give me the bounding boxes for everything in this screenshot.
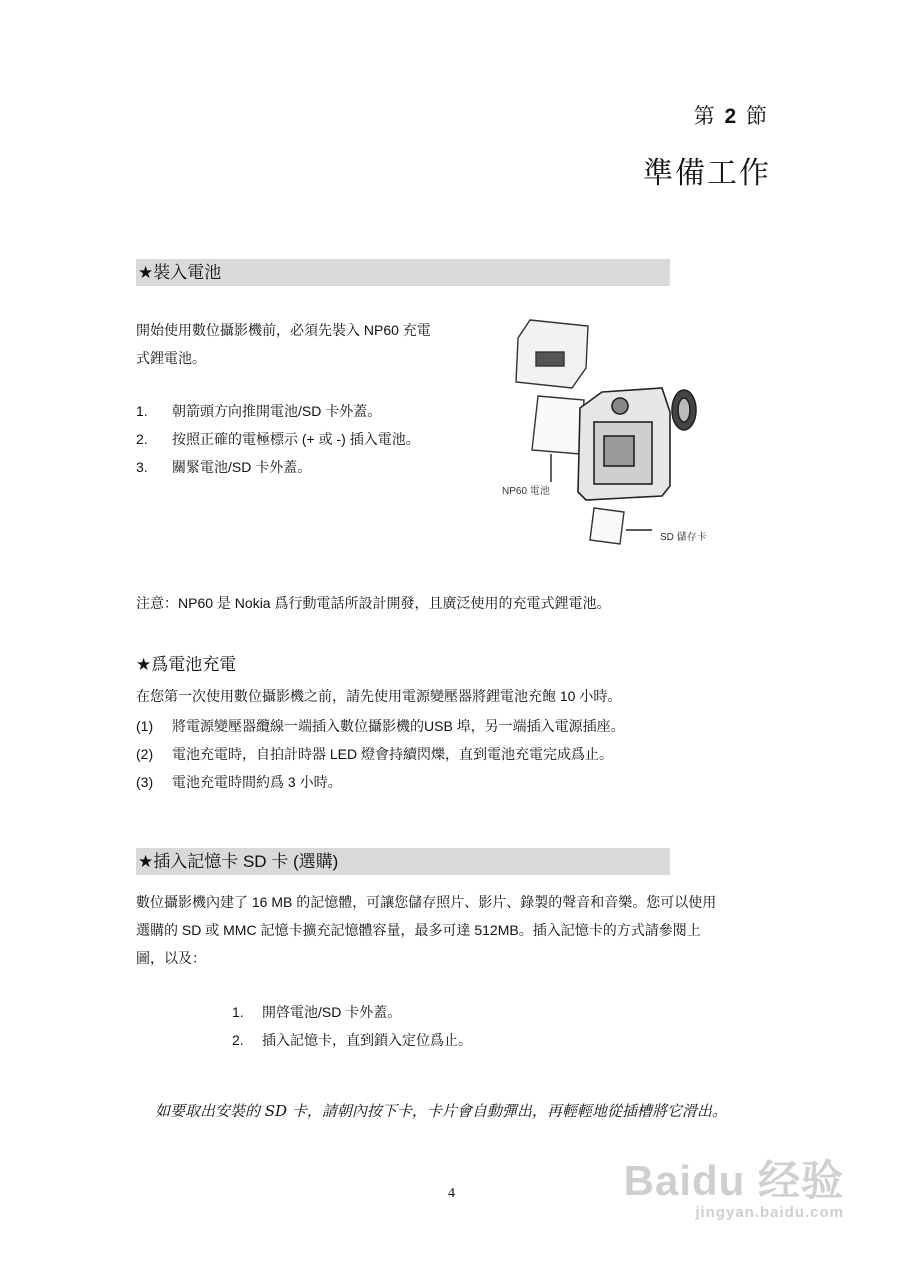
- section2-intro: 在您第一次使用數位攝影機之前，請先使用電源變壓器將鋰電池充飽 10 小時。: [136, 688, 622, 704]
- section-heading-charge-battery: ★爲電池充電: [136, 655, 237, 674]
- chapter-number-value: 2: [724, 105, 739, 128]
- section3-paragraph: [136, 888, 776, 972]
- section1-step-3: 3. 關緊電池/SD 卡外蓋。: [136, 459, 312, 475]
- section2-step-3: (3) 電池充電時間約爲 3 小時。: [136, 774, 342, 790]
- battery-installation-figure: [502, 316, 718, 546]
- chapter-number: [694, 100, 769, 130]
- section1-intro-line1: 開始使用數位攝影機前，必須先裝入 NP60 充電: [136, 322, 431, 338]
- chapter-suffix: 節: [746, 105, 769, 128]
- camcorder-body-icon: [578, 388, 696, 500]
- section3-step-2: 2. 插入記憶卡，直到鎖入定位爲止。: [232, 1032, 472, 1048]
- section3-para-line1: 數位攝影機內建了 16 MB 的記憶體，可讓您儲存照片、影片、錄製的聲音和音樂。您可以使用: [136, 894, 717, 910]
- section1-note: 注意：NP60 是 Nokia 爲行動電話所設計開發，且廣泛使用的充電式鋰電池。: [136, 595, 611, 611]
- section2-step-2: (2) 電池充電時，自拍計時器 LED 燈會持續閃爍，直到電池充電完成爲止。: [136, 746, 614, 762]
- section1-intro: [136, 316, 486, 372]
- section-heading-insert-sd-card: ★插入記憶卡 SD 卡 (選購): [136, 848, 670, 875]
- section1-step-2: 2. 按照正確的電極標示 (+ 或 -) 插入電池。: [136, 431, 420, 447]
- section3-note: 如要取出安裝的 SD 卡，請朝內按下卡，卡片會自動彈出，再輕輕地從插槽將它滑出。: [155, 1102, 727, 1120]
- chapter-title: 準備工作: [643, 156, 771, 191]
- section1-step-1: 1. 朝箭頭方向推開電池/SD 卡外蓋。: [136, 403, 382, 419]
- watermark-url: jingyan.baidu.com: [695, 1204, 844, 1221]
- chapter-prefix: 第: [693, 105, 717, 128]
- battery-label: NP60 電池: [502, 486, 550, 497]
- sd-card-label: SD 儲存卡: [660, 532, 707, 543]
- baidu-watermark: [624, 1148, 844, 1221]
- sd-card-icon: [590, 508, 652, 544]
- section2-step-1: (1) 將電源變壓器纜線一端插入數位攝影機的USB 埠，另一端插入電源插座。: [136, 718, 625, 734]
- section1-intro-line2: 式鋰電池。: [136, 350, 206, 366]
- battery-cover-icon: [516, 320, 588, 388]
- section3-para-line2: 選購的 SD 或 MMC 記憶卡擴充記憶體容量，最多可達 512MB。插入記憶卡的方式請參閱上: [136, 922, 701, 938]
- section3-step-1: 1. 開啓電池/SD 卡外蓋。: [232, 1004, 402, 1020]
- page-number: 4: [448, 1186, 455, 1201]
- camcorder-illustration: [502, 316, 718, 546]
- section-heading-install-battery: ★裝入電池: [136, 259, 670, 286]
- battery-icon: [532, 396, 584, 482]
- section3-para-line3: 圖，以及：: [136, 950, 206, 966]
- watermark-logo: Baidu 经验: [623, 1157, 844, 1204]
